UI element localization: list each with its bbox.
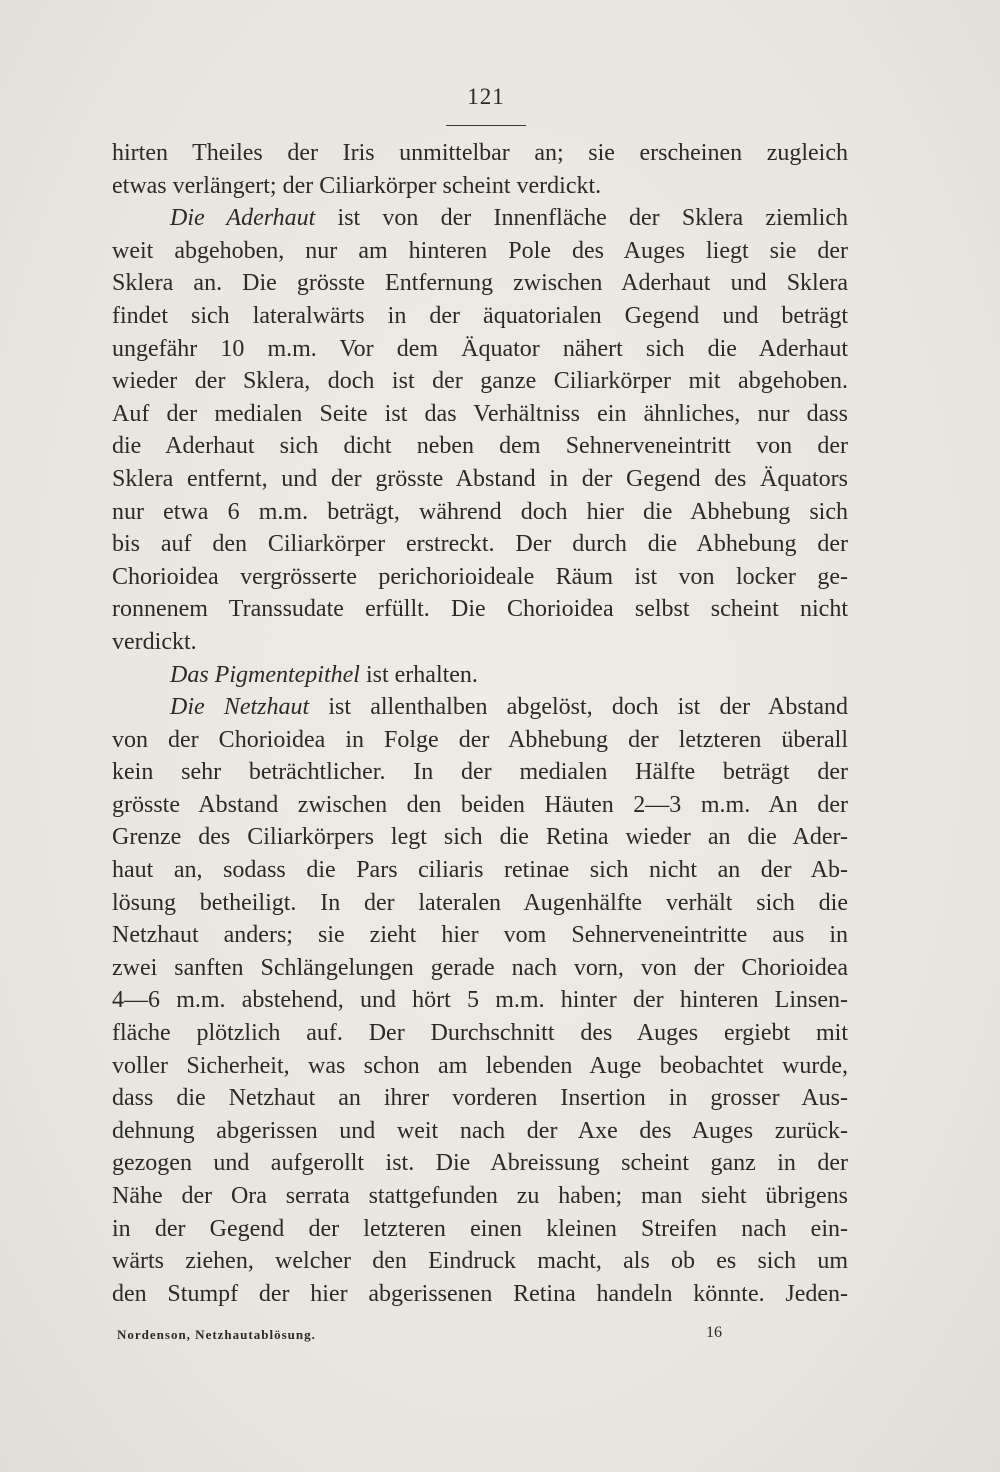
text-line	[112, 691, 848, 724]
line-text: haut an, sodass die Pars ciliaris retinae sich nicht an der Ab-	[112, 857, 848, 884]
line-text: dehnung abgerissen und weit nach der Axe des Auges zurück-	[112, 1117, 848, 1144]
section-heading: Die Aderhaut	[170, 205, 316, 232]
paragraph	[112, 659, 848, 692]
text-line	[112, 170, 848, 203]
line-text: ronnenem Transsudate erfüllt. Die Chorioidea selbst scheint nicht	[112, 596, 848, 623]
section-heading: Die Netzhaut	[170, 694, 310, 721]
line-text: Grenze des Ciliarkörpers legt sich die Retina wieder an die Ader-	[112, 824, 848, 851]
line-text: wärts ziehen, welcher den Eindruck macht, als ob es sich um	[112, 1248, 848, 1275]
line-text: dass die Netzhaut an ihrer vorderen Insertion in grosser Aus-	[112, 1085, 848, 1112]
page-number-rule	[446, 125, 526, 126]
line-text: etwas verlängert; der Ciliarkörper scheint verdickt.	[112, 172, 602, 199]
line-text: den Stumpf der hier abgerissenen Retina handeln könnte. Jeden-	[112, 1280, 848, 1307]
page-number: 121	[467, 84, 505, 109]
text-line	[112, 919, 848, 952]
text-line	[112, 463, 848, 496]
line-text: Sklera an. Die grösste Entfernung zwischen Aderhaut und Sklera	[112, 270, 848, 297]
line-text: Netzhaut anders; sie zieht hier vom Sehnerveneintritte aus in	[112, 922, 848, 949]
text-line	[112, 430, 848, 463]
line-text: ist von der Innenfläche der Sklera ziemlich	[315, 205, 848, 232]
line-text: weit abgehoben, nur am hinteren Pole des Auges liegt sie der	[112, 237, 848, 264]
line-text: von der Chorioidea in Folge der Abhebung der letzteren überall	[112, 726, 848, 753]
text-line	[112, 756, 848, 789]
text-line	[112, 952, 848, 985]
line-text: hirten Theiles der Iris unmittelbar an; sie erscheinen zugleich	[112, 140, 848, 166]
line-text: wieder der Sklera, doch ist der ganze Ciliarkörper mit abgehoben.	[112, 368, 848, 395]
paragraph	[112, 137, 848, 202]
text-line	[112, 984, 848, 1017]
text-line	[112, 496, 848, 529]
line-text: Nähe der Ora serrata stattgefunden zu haben; man sieht übrigens	[112, 1183, 848, 1209]
page-footer	[112, 1323, 848, 1347]
line-text: gezogen und aufgerollt ist. Die Abreissung scheint ganz in der	[112, 1150, 848, 1177]
text-line	[112, 854, 848, 887]
body-text	[112, 137, 848, 1310]
text-line	[112, 593, 848, 626]
paragraph	[112, 202, 848, 658]
line-text: fläche plötzlich auf. Der Durchschnitt des Auges ergiebt mit	[112, 1020, 848, 1047]
text-line	[112, 1147, 848, 1180]
text-line	[112, 398, 848, 431]
line-text: 4—6 m.m. abstehend, und hört 5 m.m. hinter der hinteren Linsen-	[112, 987, 848, 1014]
line-text: ist erhalten.	[359, 661, 478, 688]
line-text: voller Sicherheit, was schon am lebenden Auge beobachtet wurde,	[112, 1052, 848, 1079]
line-text: bis auf den Ciliarkörper erstreckt. Der durch die Abhebung der	[112, 531, 848, 558]
footer-author-title: Nordenson, Netzhautablösung.	[117, 1327, 316, 1342]
line-text: lösung betheiligt. In der lateralen Augenhälfte verhält sich die	[112, 889, 848, 916]
text-line	[112, 659, 848, 692]
text-line	[112, 1115, 848, 1148]
line-text: Chorioidea vergrösserte perichorioideale Räum ist von locker ge-	[112, 563, 848, 590]
text-line	[112, 724, 848, 757]
text-line	[112, 821, 848, 854]
text-line	[112, 202, 848, 235]
text-line	[112, 137, 848, 170]
line-text: zwei sanften Schlängelungen gerade nach vorn, von der Chorioidea	[112, 954, 848, 981]
footer-signature-mark: 16	[706, 1324, 722, 1341]
text-line	[112, 1180, 848, 1213]
line-text: Auf der medialen Seite ist das Verhältniss ein ähnliches, nur dass	[112, 400, 848, 427]
text-line	[112, 333, 848, 366]
text-line	[112, 561, 848, 594]
line-text: ist allenthalben abgelöst, doch ist der Abstand	[309, 694, 848, 721]
text-line	[112, 528, 848, 561]
line-text: grösste Abstand zwischen den beiden Häuten 2—3 m.m. An der	[112, 791, 848, 818]
paragraph	[112, 691, 848, 1310]
section-heading: Das Pigmentepithel	[170, 661, 360, 688]
line-text: in der Gegend der letzteren einen kleinen Streifen nach ein-	[112, 1215, 848, 1242]
text-line	[112, 235, 848, 268]
text-line	[112, 1213, 848, 1246]
text-line	[112, 1017, 848, 1050]
text-line	[112, 626, 848, 659]
text-line	[112, 1278, 848, 1311]
text-line	[112, 1245, 848, 1278]
text-line	[112, 365, 848, 398]
line-text: kein sehr beträchtlicher. In der medialen Hälfte beträgt der	[112, 759, 848, 786]
line-text: ungefähr 10 m.m. Vor dem Äquator nähert sich die Aderhaut	[112, 335, 848, 362]
text-line	[112, 1050, 848, 1083]
line-text: die Aderhaut sich dicht neben dem Sehnerveneintritt von der	[112, 433, 848, 460]
text-line	[112, 887, 848, 920]
text-line	[112, 789, 848, 822]
line-text: findet sich lateralwärts in der äquatorialen Gegend und beträgt	[112, 302, 848, 329]
text-line	[112, 1082, 848, 1115]
line-text: nur etwa 6 m.m. beträgt, während doch hier die Abhebung sich	[112, 498, 848, 525]
line-text: verdickt.	[112, 628, 197, 655]
text-line	[112, 267, 848, 300]
line-text: Sklera entfernt, und der grösste Abstand in der Gegend des Äquators	[112, 465, 848, 492]
text-line	[112, 300, 848, 333]
